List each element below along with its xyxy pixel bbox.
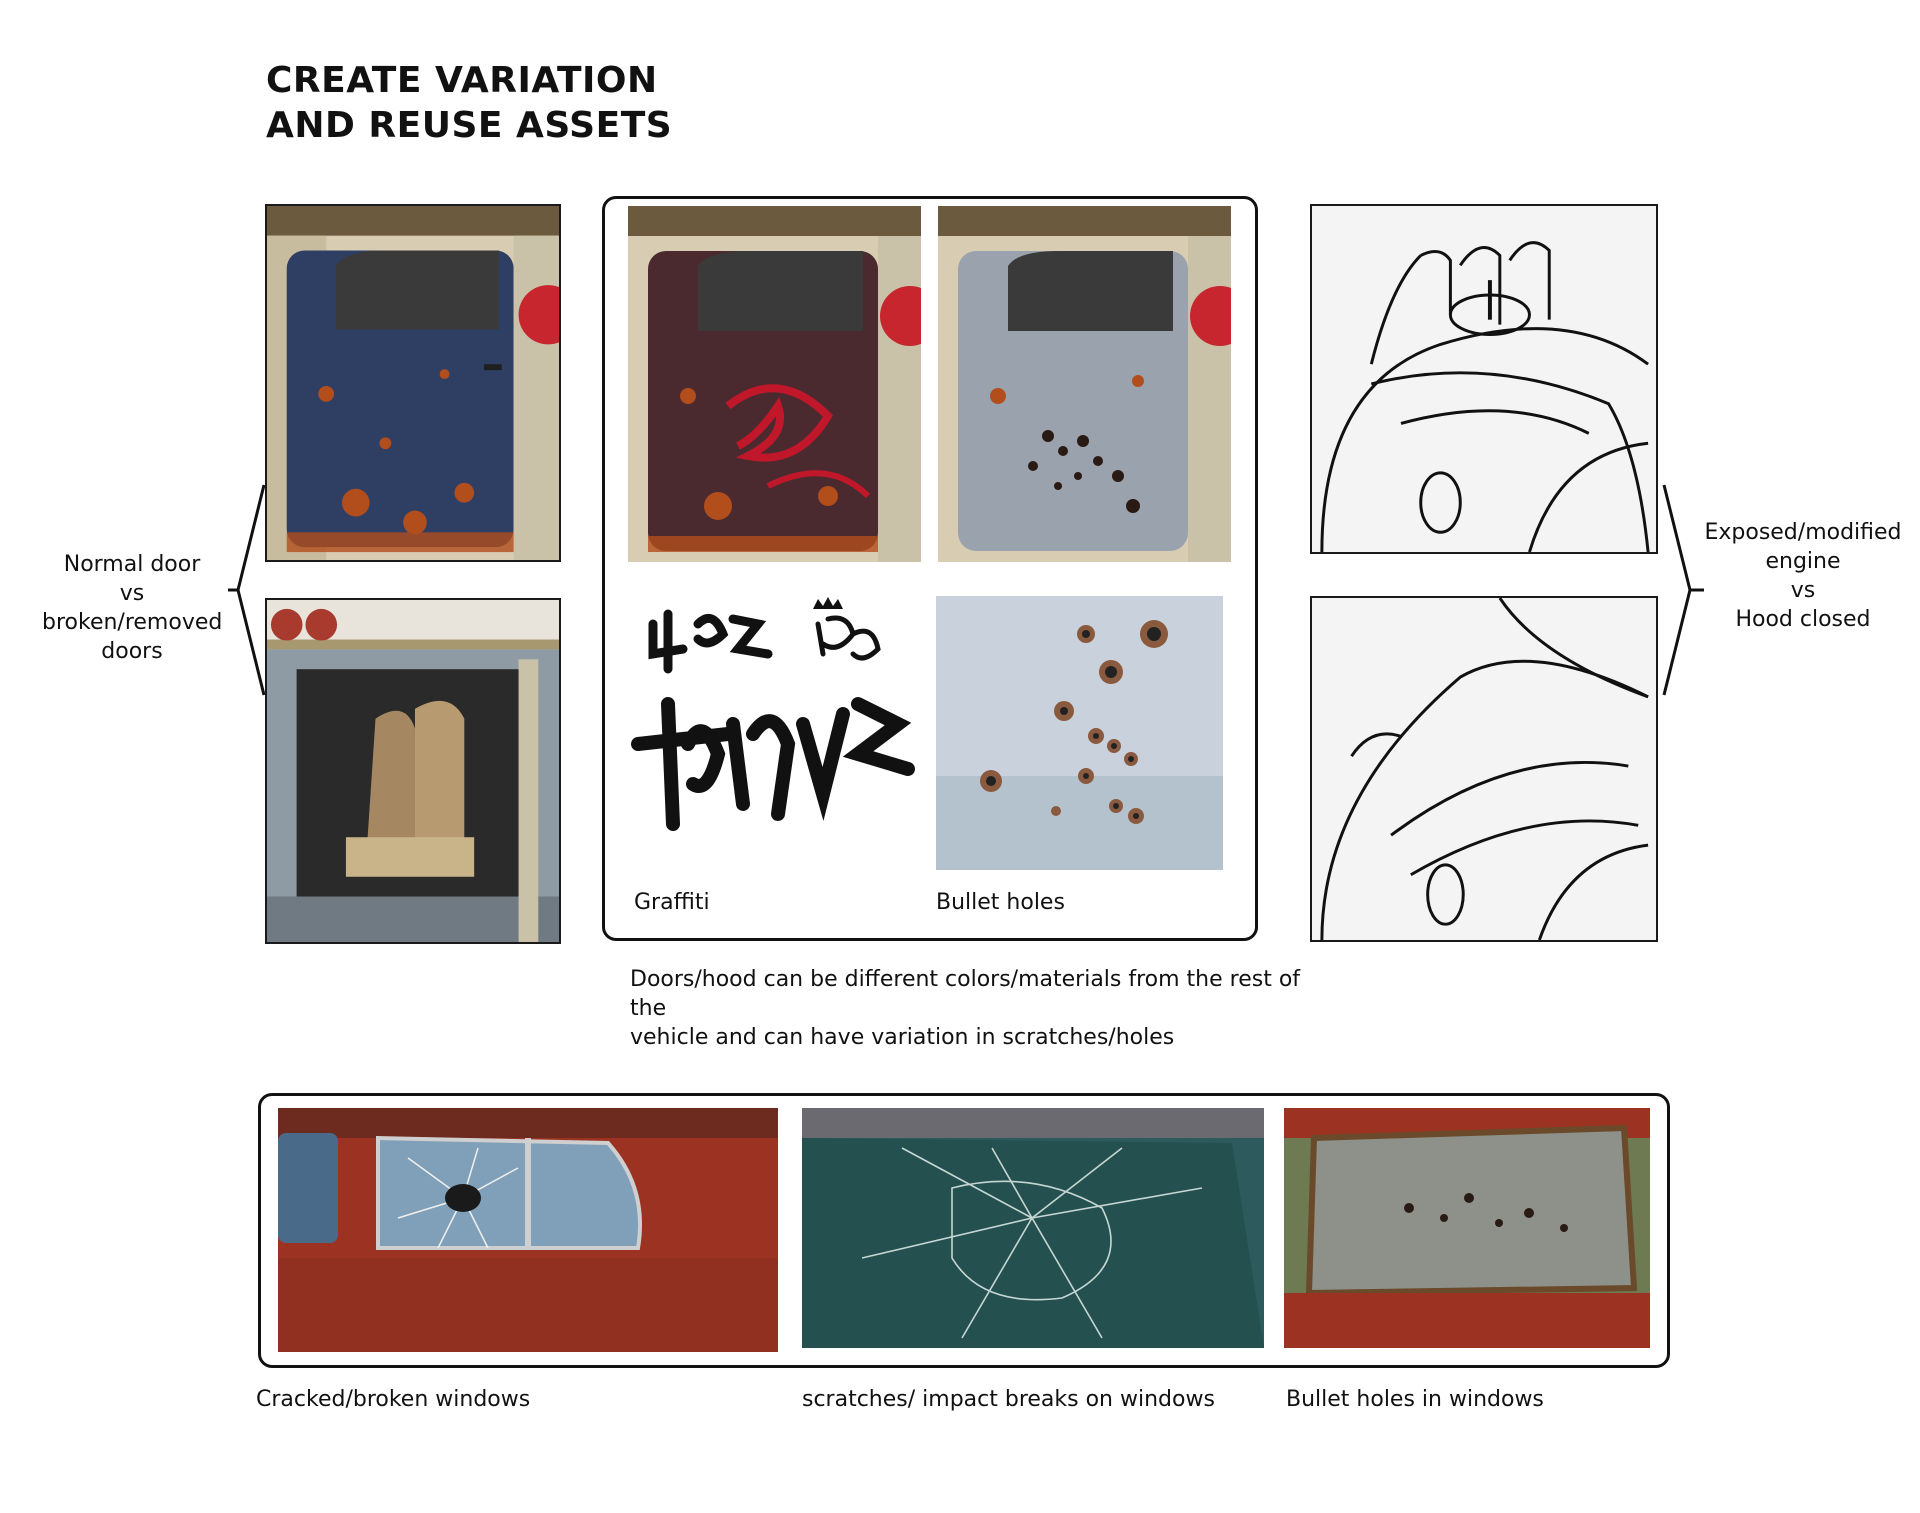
right-note — [1700, 518, 1906, 634]
title-line-1: CREATE VARIATION — [266, 60, 658, 101]
page-title — [266, 58, 672, 148]
bullet-windows-label: Bullet holes in windows — [1286, 1387, 1544, 1412]
normal-door-photo — [265, 204, 561, 562]
middle-caption-line-2: vehicle and can have variation in scratches/holes — [630, 1025, 1175, 1050]
cracked-window-photo — [278, 1108, 778, 1352]
right-bracket — [1660, 485, 1704, 695]
bullet-holes-sample-image — [936, 596, 1223, 870]
title-line-2: AND REUSE ASSETS — [266, 105, 673, 146]
hood-closed-sketch — [1310, 596, 1658, 942]
bullet-holes-label: Bullet holes — [936, 890, 1065, 915]
right-note-line-3: vs — [1790, 578, 1816, 603]
scratches-windows-label: scratches/ impact breaks on windows — [802, 1387, 1215, 1412]
bullet-window-photo — [1284, 1108, 1650, 1348]
exposed-engine-sketch — [1310, 204, 1658, 554]
graffiti-door-photo — [628, 206, 921, 562]
cracked-windows-label: Cracked/broken windows — [256, 1387, 531, 1412]
middle-caption — [630, 965, 1330, 1052]
right-note-line-4: Hood closed — [1735, 607, 1871, 632]
scratched-windshield-photo — [802, 1108, 1264, 1348]
graffiti-label: Graffiti — [634, 890, 710, 915]
left-bracket — [228, 485, 268, 695]
right-note-line-2: engine — [1765, 549, 1841, 574]
graffiti-sample-image — [628, 594, 921, 854]
left-note — [42, 550, 222, 666]
left-note-line-1: Normal door — [63, 552, 201, 577]
right-note-line-1: Exposed/modified — [1704, 520, 1902, 545]
bullet-door-photo — [938, 206, 1231, 562]
left-note-line-3: broken/removed — [42, 610, 223, 635]
middle-caption-line-1: Doors/hood can be different colors/materials from the rest of the — [630, 967, 1301, 1021]
left-note-line-4: doors — [101, 639, 163, 664]
left-note-line-2: vs — [119, 581, 145, 606]
removed-door-photo — [265, 598, 561, 944]
